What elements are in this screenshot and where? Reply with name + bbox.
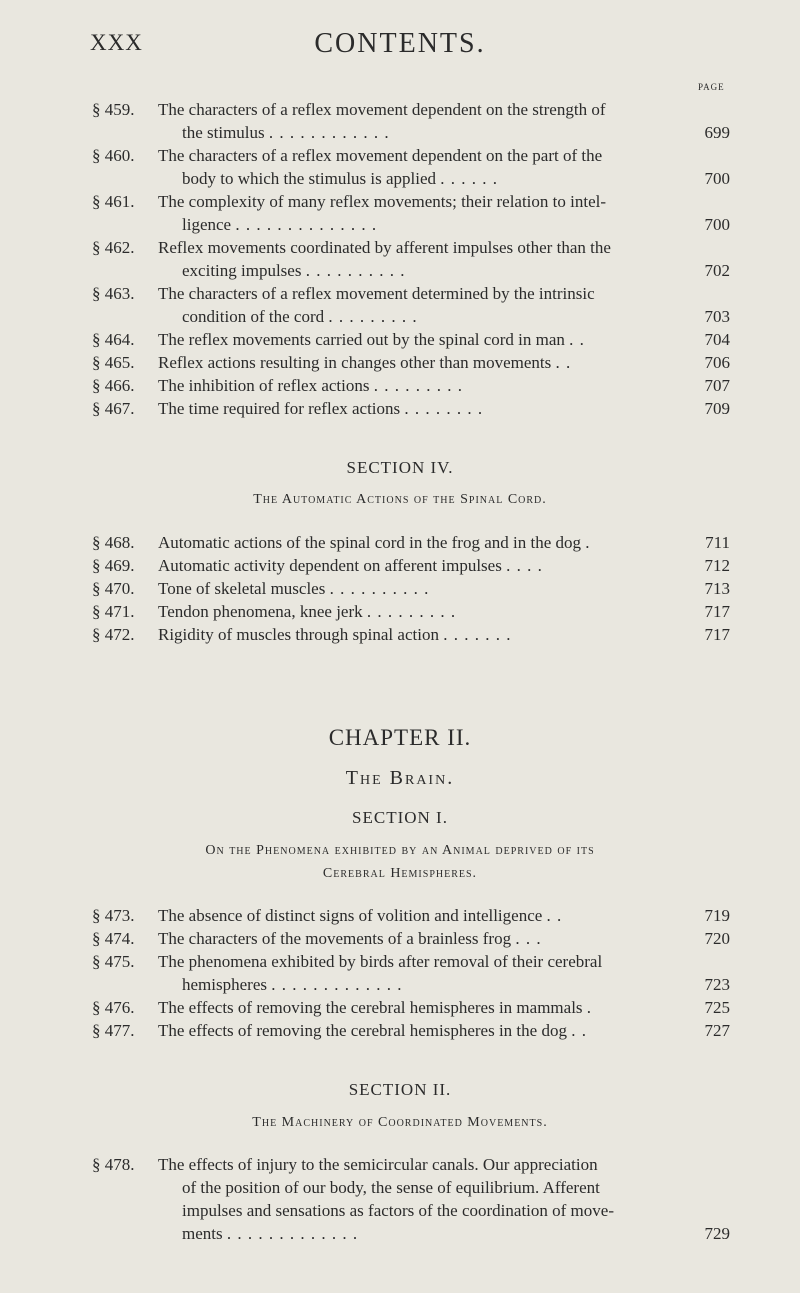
entry-title: The reflex movements carried out by the spinal cord in man . . — [158, 330, 585, 349]
section-number: § 471. — [92, 602, 135, 621]
page-ref: 703 — [704, 307, 730, 326]
section-number: § 478. — [92, 1155, 135, 1174]
section-number: § 465. — [92, 353, 135, 372]
section-heading: SECTION I. — [352, 808, 448, 827]
entry-title: The complexity of many reflex movements; their relation to intel- ligence . . . . . . . . . . . . . . — [158, 192, 607, 234]
page-ref: 713 — [704, 579, 730, 598]
page-ref: 711 — [705, 533, 730, 552]
entry-title: Reflex movements coordinated by afferent impulses other than the exciting impulses . . . . . . . . . . — [158, 238, 611, 280]
page-ref: 702 — [704, 261, 730, 280]
page-ref: 707 — [704, 376, 730, 395]
page-ref: 717 — [704, 602, 730, 621]
entry-title: The effects of removing the cerebral hemispheres in mammals . — [158, 998, 593, 1017]
page-ref: 700 — [704, 169, 730, 188]
page-number-roman: XXX — [90, 30, 143, 55]
page-ref: 729 — [704, 1224, 730, 1243]
page-ref: 709 — [704, 399, 730, 418]
entry-title: The characters of a reflex movement dependent on the part of the body to which the stimulus is applied . . . . . . — [158, 146, 603, 188]
section-number: § 474. — [92, 929, 135, 948]
section-number: § 472. — [92, 625, 135, 644]
section-number: § 469. — [92, 556, 135, 575]
section-number: § 463. — [92, 284, 135, 303]
page-ref: 719 — [704, 906, 730, 925]
section-number: § 461. — [92, 192, 135, 211]
page-ref: 699 — [704, 123, 730, 142]
section-number: § 462. — [92, 238, 135, 257]
section-subtitle-line1: On the Phenomena exhibited by an Animal deprived of its — [205, 843, 595, 858]
section-number: § 476. — [92, 998, 135, 1017]
section-subtitle: The Machinery of Coordinated Movements. — [252, 1115, 548, 1130]
entry-title: Automatic activity dependent on afferent impulses . . . . — [158, 556, 543, 575]
entry-title: The time required for reflex actions . . . . . . . . — [158, 399, 484, 418]
section-number: § 466. — [92, 376, 135, 395]
running-head: CONTENTS. — [314, 28, 486, 59]
entry-title: The phenomena exhibited by birds after removal of their cerebral hemispheres . . . . . . . . . . . . . — [158, 952, 603, 994]
page-ref: 725 — [704, 998, 730, 1017]
page-ref: 706 — [704, 353, 730, 372]
section-number: § 477. — [92, 1021, 135, 1040]
section-number: § 467. — [92, 399, 135, 418]
page-column-label: PAGE — [698, 82, 725, 92]
entry-title: The characters of the movements of a brainless frog . . . — [158, 929, 542, 948]
section-subtitle-line2: Cerebral Hemispheres. — [322, 866, 478, 881]
entry-title: Rigidity of muscles through spinal action . . . . . . . — [158, 625, 512, 644]
section-heading: SECTION II. — [348, 1080, 452, 1099]
page-ref: 723 — [704, 975, 730, 994]
entry-title: The characters of a reflex movement determined by the intrinsic condition of the cord . . . . . . . . . — [158, 284, 595, 326]
page-ref: 717 — [704, 625, 730, 644]
page-ref: 704 — [704, 330, 730, 349]
section-number: § 460. — [92, 146, 135, 165]
entry-title: Reflex actions resulting in changes other than movements . . — [158, 353, 572, 372]
page-ref: 720 — [704, 929, 730, 948]
section-subtitle: The Automatic Actions of the Spinal Cord. — [253, 492, 547, 507]
page-ref: 700 — [704, 215, 730, 234]
chapter-subtitle: The Brain. — [345, 767, 455, 789]
section-number: § 470. — [92, 579, 135, 598]
entry-title: The effects of injury to the semicircular canals. Our appreciation of the position of our body, the sense of equilibrium. Afferent impulses and sensations as factors of the coordination of move- ments . . . . . . . . . . . . . — [158, 1155, 614, 1243]
page-ref: 712 — [704, 556, 730, 575]
chapter-title: CHAPTER II. — [328, 725, 472, 750]
entry-title: Automatic actions of the spinal cord in the frog and in the dog . — [158, 533, 591, 552]
entry-title: Tone of skeletal muscles . . . . . . . . . . — [158, 579, 430, 598]
entry-title: The characters of a reflex movement dependent on the strength of the stimulus . . . . . . . . . . . . — [158, 100, 606, 142]
entry-title: The effects of removing the cerebral hemispheres in the dog . . — [158, 1021, 587, 1040]
entry-title: The absence of distinct signs of volition and intelligence . . — [158, 906, 563, 925]
section-number: § 473. — [92, 906, 135, 925]
section-number: § 459. — [92, 100, 135, 119]
section-number: § 468. — [92, 533, 135, 552]
section-heading: SECTION IV. — [346, 458, 454, 477]
entry-title: The inhibition of reflex actions . . . . . . . . . — [158, 376, 463, 395]
entry-title: Tendon phenomena, knee jerk . . . . . . . . . — [158, 602, 457, 621]
section-number: § 464. — [92, 330, 135, 349]
section-number: § 475. — [92, 952, 135, 971]
page-ref: 727 — [704, 1021, 730, 1040]
